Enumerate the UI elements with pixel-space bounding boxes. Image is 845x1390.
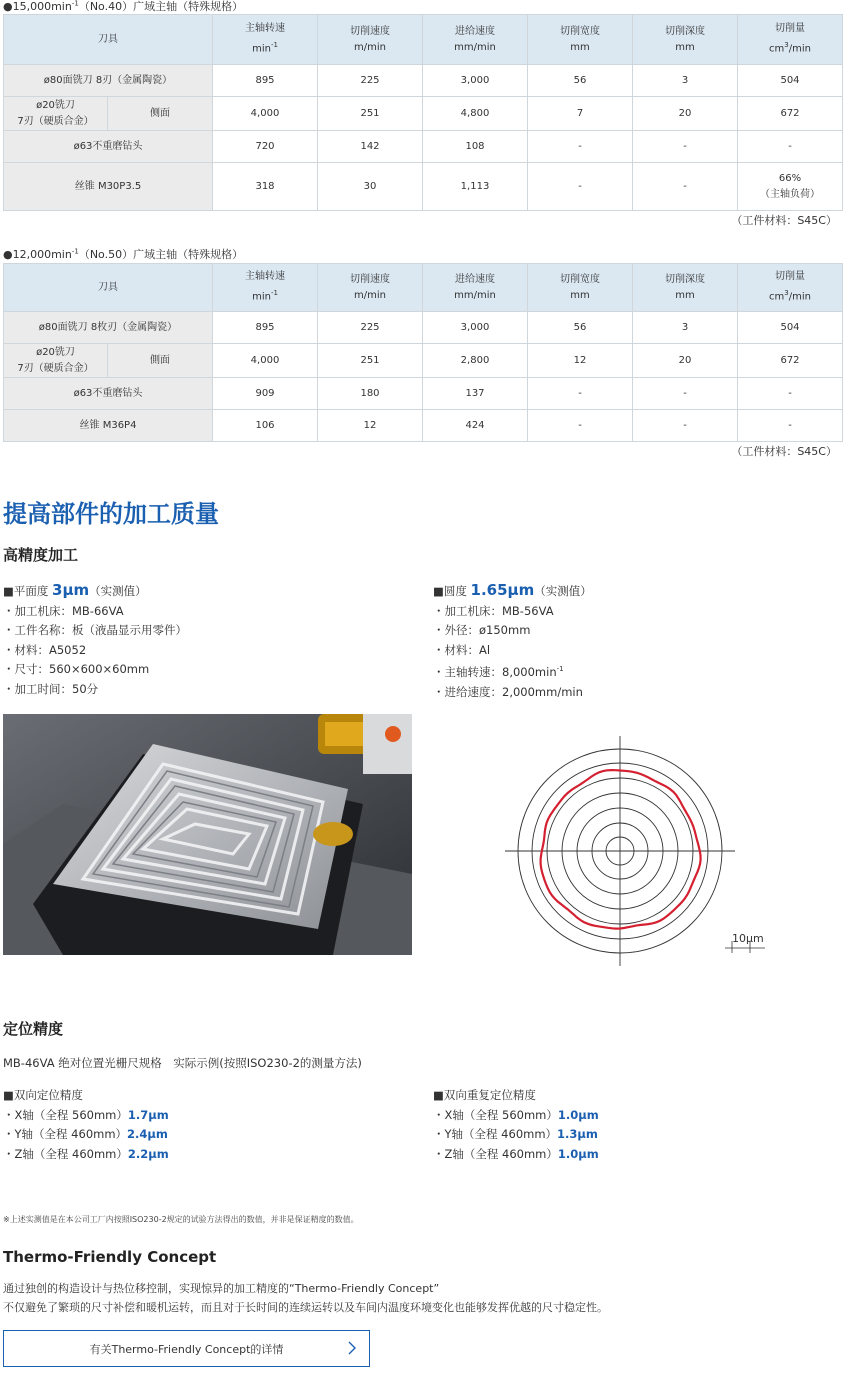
header-width: 切削宽度 mm [528,264,633,312]
header-tool: 刀具 [4,15,213,65]
header-width: 切削宽度 mm [528,15,633,65]
thermo-text [3,1279,608,1317]
plate-illustration [3,714,412,955]
tool-cell: ø63不重磨钻头 [4,378,213,410]
roundness-chart [500,734,764,969]
list-item: ・主轴转速：$8,000\min^{-1}$ [433,665,564,680]
spindle-cell: 318 [213,163,318,211]
cutspeed-cell: 251 [318,344,423,378]
width-cell: 56 [528,65,633,97]
header-spindle: 主轴转速 $\min^{-1}$ [213,264,318,312]
spindle-cell: 720 [213,131,318,163]
table-row [4,97,843,131]
list-item: ・材料：Al [433,642,491,657]
feed-cell: 3,000 [423,312,528,344]
material-note: （工件材料：S45C） [731,445,837,458]
repeatability-block [433,1086,599,1164]
width-cell: - [528,410,633,442]
spindle-cell: 895 [213,312,318,344]
section-title: 提高部件的加工质量 [3,500,219,528]
tool-cell: 丝锥 M30P3.5 [4,163,213,211]
volume-cell: 672 [738,97,843,131]
volume-cell: 66% （主轴负荷） [738,163,843,211]
cutting-table-12000 [3,263,843,442]
table-header-row [4,264,843,312]
bidir-heading: ■双向定位精度 [3,1088,83,1102]
list-item: ・工件名称：板（液晶显示用零件） [3,623,187,638]
depth-cell: 3 [633,312,738,344]
list-item: ・加工时间：50分 [3,681,99,696]
feed-cell: 424 [423,410,528,442]
feed-cell: 3,000 [423,65,528,97]
feed-cell: 1,113 [423,163,528,211]
header-feed: 进给速度 mm/min [423,15,528,65]
cutspeed-cell: 225 [318,312,423,344]
tool-sub-cell: 側面 [108,344,213,378]
volume-cell: - [738,410,843,442]
list-item: ・外径：ø150mm [433,623,531,638]
cutspeed-cell: 12 [318,410,423,442]
positioning-desc: MB-46VA 绝对位置光栅尺规格 实际示例(按照ISO230-2的测量方法) [3,1056,362,1070]
cutspeed-cell: 180 [318,378,423,410]
depth-cell: - [633,131,738,163]
list-item: ・X轴（全程 560mm）1.7μm [3,1107,169,1122]
list-item: ・Z轴（全程 460mm）2.2μm [3,1146,169,1161]
volume-cell: 672 [738,344,843,378]
header-cutspeed: 切削速度 m/min [318,15,423,65]
table-row [4,312,843,344]
thermo-details-label: 有关Thermo-Friendly Concept的详情 [89,1342,284,1356]
table-row [4,344,843,378]
feed-cell: 4,800 [423,97,528,131]
width-cell: 12 [528,344,633,378]
list-item: ・尺寸：560×600×60mm [3,662,150,677]
header-tool: 刀具 [4,264,213,312]
feed-cell: 108 [423,131,528,163]
width-cell: 7 [528,97,633,131]
spindle-cell: 4,000 [213,97,318,131]
table1-caption: $●15,000\min^{-1}(No.40)$广域主轴（特殊规格） [3,0,244,13]
list-item: ・Y轴（全程 460mm）2.4μm [3,1127,168,1142]
bidirectional-block [3,1086,169,1164]
volume-cell: 504 [738,312,843,344]
header-depth: 切削深度 mm [633,15,738,65]
width-cell: 56 [528,312,633,344]
spindle-cell: 4,000 [213,344,318,378]
header-depth: 切削深度 mm [633,264,738,312]
tool-cell: ø20铣刀 7刃（硬质合金） [4,97,108,131]
width-cell: - [528,131,633,163]
tool-cell: ø80面铣刀 8枚刃（金属陶瓷） [4,312,213,344]
thermo-line-1: 通过独创的构造设计与热位移控制，实现惊异的加工精度的“Thermo-Friendly Concept” [3,1282,440,1295]
tool-cell: ø20铣刀 7刃（硬质合金） [4,344,108,378]
cutspeed-cell: 251 [318,97,423,131]
cutting-table-15000 [3,14,843,211]
table-row [4,131,843,163]
roundness-heading: ■圆度 1.65μm（实测值） [433,581,592,599]
thermo-title: Thermo-Friendly Concept [3,1248,217,1266]
list-item: ・X轴（全程 560mm）1.0μm [433,1107,599,1122]
table-row [4,410,843,442]
depth-cell: 3 [633,65,738,97]
footnote: ※上述实测值是在本公司工厂内按照ISO230-2规定的试验方法得出的数值，并非是保证精度的数值。 [3,1215,359,1224]
depth-cell: - [633,163,738,211]
flatness-heading: ■平面度 3μm（实测值） [3,581,147,599]
depth-cell: - [633,378,738,410]
tool-cell: ø80面铣刀 8刃（金属陶瓷） [4,65,213,97]
list-item: ・材料：A5052 [3,642,87,657]
depth-cell: 20 [633,97,738,131]
material-note: （工件材料：S45C） [731,214,837,227]
table2-caption: $●12,000\min^{-1}(No.50)$广域主轴（特殊规格） [3,247,244,261]
positioning-title: 定位精度 [3,1020,64,1038]
roundness-trace [541,770,701,929]
volume-cell: - [738,131,843,163]
machined-plate-photo [3,714,412,955]
tool-cell: 丝锥 M36P4 [4,410,213,442]
width-cell: - [528,163,633,211]
list-item: ・加工机床：MB-56VA [433,603,554,618]
volume-cell: 504 [738,65,843,97]
depth-cell: 20 [633,344,738,378]
roundness-block [433,581,592,702]
depth-cell: - [633,410,738,442]
header-volume: 切削量 $cm^3/\min$ [738,264,843,312]
feed-cell: 137 [423,378,528,410]
precision-title: 高精度加工 [3,546,79,564]
repeat-heading: ■双向重复定位精度 [433,1088,536,1102]
thermo-details-button[interactable] [3,1330,370,1367]
header-cutspeed: 切削速度 m/min [318,264,423,312]
list-item: ・Y轴（全程 460mm）1.3μm [433,1127,598,1142]
table-row [4,163,843,211]
width-cell: - [528,378,633,410]
thermo-line-2: 不仅避免了繁琐的尺寸补偿和暖机运转，而且对于长时间的连续运转以及车间内温度环境变化也能够发挥优越的尺寸稳定性。 [3,1301,608,1314]
spindle-cell: 909 [213,378,318,410]
feed-cell: 2,800 [423,344,528,378]
tool-cell: ø63不重磨钻头 [4,131,213,163]
table-header-row [4,15,843,65]
spindle-cell: 895 [213,65,318,97]
volume-cell: - [738,378,843,410]
roundness-value: 1.65μm [470,581,535,599]
scale-label: 10μm [732,932,764,945]
cutspeed-cell: 225 [318,65,423,97]
cutspeed-cell: 142 [318,131,423,163]
list-item: ・加工机床：MB-66VA [3,603,124,618]
header-spindle: 主轴转速 $\min^{-1}$ [213,15,318,65]
spindle-cell: 106 [213,410,318,442]
table-row [4,378,843,410]
list-item: ・Z轴（全程 460mm）1.0μm [433,1146,599,1161]
header-volume: 切削量 $cm^3/\min$ [738,15,843,65]
header-feed: 进给速度 mm/min [423,264,528,312]
cutspeed-cell: 30 [318,163,423,211]
list-item: ・进给速度：2,000mm/min [433,684,583,699]
tool-sub-cell: 侧面 [108,97,213,131]
chevron-right-icon [347,1340,357,1356]
flatness-value: 3μm [52,581,90,599]
flatness-block [3,581,187,700]
table-row [4,65,843,97]
